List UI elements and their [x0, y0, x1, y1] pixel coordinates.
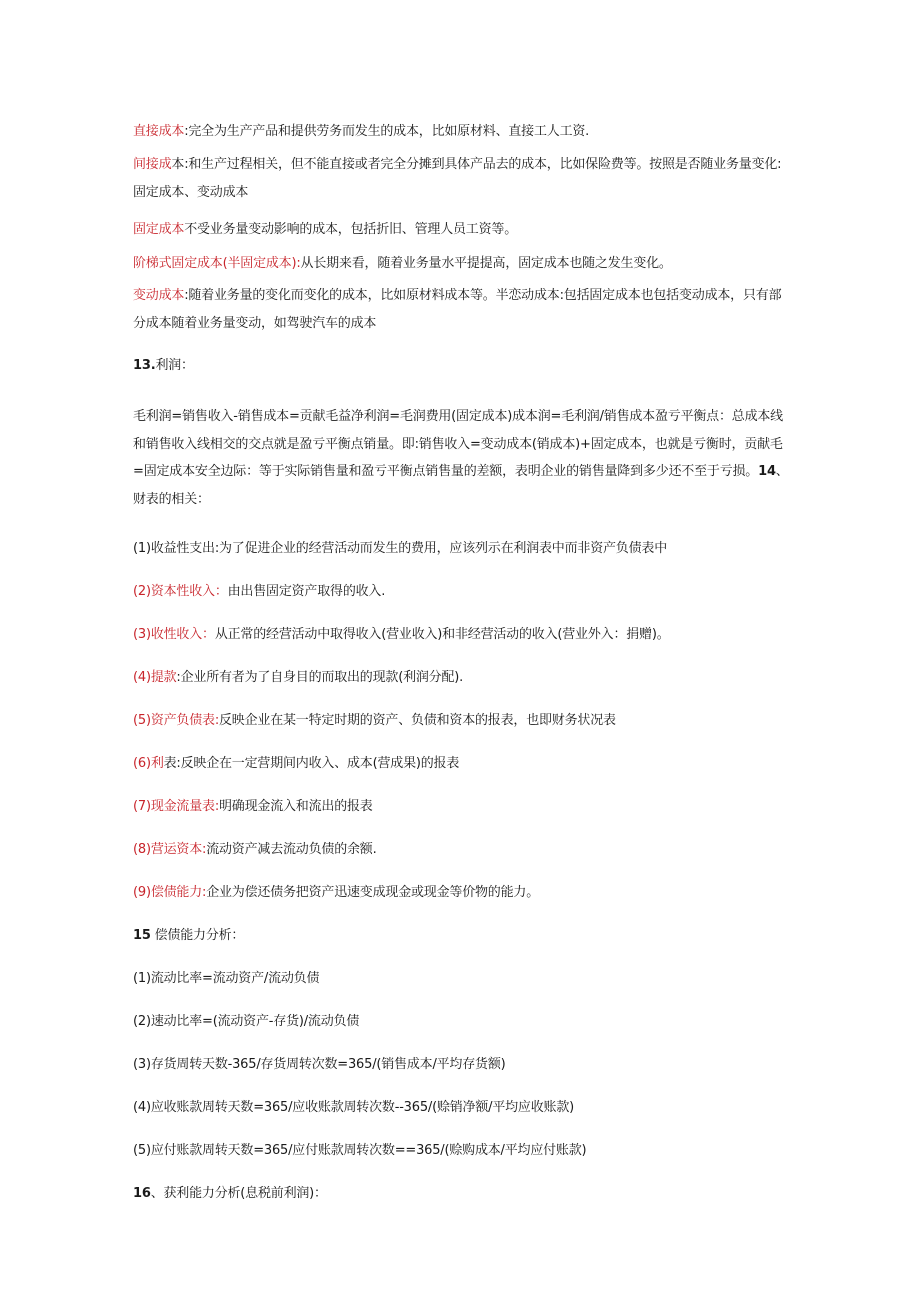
term-cash-flow-statement: (7)现金流量表: [133, 799, 219, 814]
heading-13-profit [133, 352, 793, 380]
item-body: :企业所有者为了自身目的而取出的现款(利润分配). [176, 670, 464, 685]
paragraph-body: 本:和生产过程相关，但不能直接或者完全分摊到具体产品去的成本，比如保险费等。按照是否随业务量变化:固定成本、变动成本 [133, 157, 782, 200]
paragraph-direct-cost [133, 118, 793, 146]
item-solvency [133, 879, 793, 907]
term-direct-cost: 直接成本 [133, 124, 185, 139]
heading-16-profitability-analysis [133, 1180, 793, 1208]
ratio-inventory-days [133, 1051, 793, 1079]
item-text: (1)收益性支出:为了促进企业的经营活动而发生的费用，应该列示在利润表中而非资产负债表中 [133, 541, 667, 556]
paragraph-body: 毛利润=销售收入-销售成本=贡献毛益净利润=毛润费用(固定成本)成本润=毛利润/销售成本盈亏平衡点：总成本线和销售收入线相交的交点就是盈亏平衡点销量。即:销售收入=变动成本(销成本)+固定成本，也就是亏衡时，贡献毛=固定成本安全边际：等于实际销售量和盈亏平衡点销售量的差额，表明企业的销售量降到多少还不至于亏损。 [133, 409, 783, 479]
item-income-statement [133, 750, 793, 778]
term-variable-cost: 变动成本 [133, 288, 185, 303]
ratio-text: (4)应收账款周转天数=365/应收账款周转次数--365/(赊销净额/平均应收账款) [133, 1100, 574, 1115]
ratio-text: (3)存货周转天数-365/存货周转次数=365/(销售成本/平均存货额) [133, 1057, 506, 1072]
paragraph-fixed-cost [133, 216, 793, 244]
heading-15-solvency-analysis [133, 922, 793, 950]
paragraph-indirect-cost [133, 151, 793, 206]
ratio-text: (5)应付账款周转天数=365/应付账款周转次数==365/(赊购成本/平均应付账款) [133, 1143, 587, 1158]
ratio-current [133, 965, 793, 993]
paragraph-variable-cost [133, 282, 793, 337]
ratio-text: (1)流动比率=流动资产/流动负债 [133, 971, 320, 986]
item-revenue-expenditure [133, 535, 793, 563]
term-income-statement: (6)利 [133, 756, 164, 771]
heading-text: 利润： [155, 358, 194, 373]
term-step-fixed-cost: 阶梯式固定成本(半固定成本): [133, 256, 301, 271]
paragraph-body: :随着业务量的变化而变化的成本，比如原材料成本等。半恋动成本:包括固定成本也包括变动成本，只有部分成本随着业务量变动，如驾驶汽车的成本 [133, 288, 782, 331]
term-fixed-cost: 固定成本 [133, 222, 185, 237]
item-working-capital [133, 836, 793, 864]
item-capital-income [133, 578, 793, 606]
ratio-quick [133, 1008, 793, 1036]
ratio-text: (2)速动比率=(流动资产-存货)/流动负债 [133, 1014, 360, 1029]
heading-number: 15 [133, 928, 151, 943]
item-body: 企业为偿还债务把资产迅速变成现金或现金等价物的能力。 [206, 885, 540, 900]
heading-number-14: 14 [758, 464, 776, 479]
heading-text: 、获利能力分析(息税前利润)： [150, 1186, 327, 1201]
paragraph-step-fixed-cost [133, 250, 793, 278]
item-body: 由出售固定资产取得的收入. [227, 584, 386, 599]
term-working-capital: (8)营运资本: [133, 842, 207, 857]
term-withdrawal: (4)提款 [133, 670, 177, 685]
term-indirect-cost: 间接成 [133, 157, 172, 172]
item-body: 流动资产减去流动负债的余额. [206, 842, 377, 857]
term-solvency: (9)偿债能力: [133, 885, 207, 900]
term-balance-sheet: (5)资产负债表: [133, 713, 219, 728]
item-body: 反映企业在某一特定时期的资产、负债和资本的报表，也即财务状况表 [219, 713, 616, 728]
item-cash-flow-statement [133, 793, 793, 821]
term-revenue-income: (3)收性收入： [133, 627, 215, 642]
item-revenue-income [133, 621, 793, 649]
term-capital-income: (2)资本性收入： [133, 584, 228, 599]
heading-number: 13. [133, 358, 156, 373]
item-body: 表:反映企在一定营期间内收入、成本(营成果)的报表 [163, 756, 460, 771]
heading-text-14: 、财表的相关： [133, 464, 789, 507]
paragraph-body: 从长期来看，随着业务量水平提提高，固定成本也随之发生变化。 [300, 256, 672, 271]
item-balance-sheet [133, 707, 793, 735]
ratio-payable-days [133, 1137, 793, 1165]
item-body: 明确现金流入和流出的报表 [219, 799, 373, 814]
item-withdrawal [133, 664, 793, 692]
heading-number: 16 [133, 1186, 151, 1201]
paragraph-profit-formulas [133, 403, 793, 513]
item-body: 从正常的经营活动中取得收入(营业收入)和非经营活动的收入(营业外入：捐赠)。 [214, 627, 670, 642]
heading-text: 偿债能力分析： [150, 928, 245, 943]
paragraph-body: 不受业务量变动影响的成本，包括折旧、管理人员工资等。 [184, 222, 518, 237]
paragraph-body: :完全为生产产品和提供劳务而发生的成本，比如原材料、直接工人工资. [184, 124, 590, 139]
ratio-receivable-days [133, 1094, 793, 1122]
